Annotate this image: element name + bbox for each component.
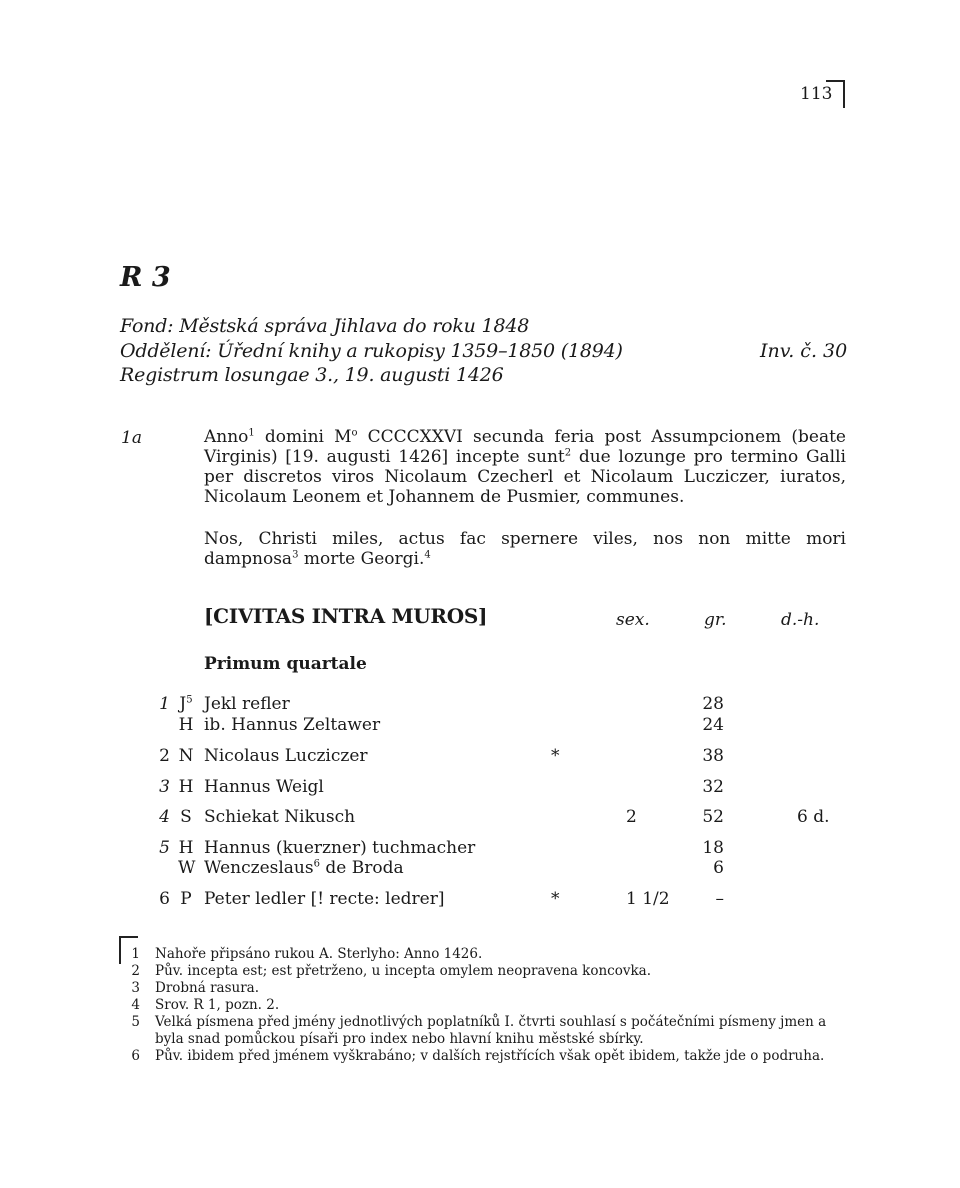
row-number: 5 <box>159 838 170 858</box>
footnote-number: 3 <box>131 980 140 996</box>
footnote-number: 6 <box>131 1048 140 1064</box>
row-initial: H <box>178 715 194 735</box>
fond-line: Fond: Městská správa Jihlava do roku 1848 <box>120 315 530 337</box>
footnote-number: 2 <box>131 963 140 979</box>
taxpayer-name: Peter ledler [! recte: ledrer] <box>204 889 445 909</box>
page-number: 113 <box>800 84 833 104</box>
gr-value: 32 <box>702 777 724 797</box>
row-number: 1 <box>159 694 170 714</box>
gr-value: 24 <box>702 715 724 735</box>
row-number: 4 <box>159 807 170 827</box>
footnote-number: 4 <box>131 997 140 1013</box>
footnote-text: Velká písmena před jmény jednotlivých poplatníků I. čtvrti souhlasí s počátečními písmeny jmen a byla snad pomůckou písaři pro index nebo hlavní knihu městské sbírky. <box>155 1014 827 1047</box>
taxpayer-name: Wenczeslaus$^6$ de Broda <box>204 858 404 878</box>
row-mark: * <box>551 746 560 766</box>
footnote-text: Srov. R 1, pozn. 2. <box>155 997 280 1013</box>
gr-value: 28 <box>702 694 724 714</box>
taxpayer-name: Schiekat Nikusch <box>204 807 356 827</box>
department-line: Oddělení: Úřední knihy a rukopisy 1359–1850 (1894) <box>120 340 623 362</box>
taxpayer-name: Hannus (kuerzner) tuchmacher <box>204 838 476 858</box>
gr-value: – <box>715 889 724 909</box>
record-title: R 3 <box>120 262 171 293</box>
taxpayer-name: ib. Hannus Zeltawer <box>204 715 381 735</box>
footnote-ref: 5 <box>186 694 193 706</box>
taxpayer-name: Nicolaus Lucziczer <box>204 746 368 766</box>
row-mark: * <box>551 889 560 909</box>
row-initial: W <box>178 858 196 878</box>
column-header-dh: d.-h. <box>781 610 820 630</box>
footnote-ref: 1 <box>248 427 255 439</box>
inventory-number: Inv. č. 30 <box>760 340 848 362</box>
footnote-text: Drobná rasura. <box>155 980 259 996</box>
gr-value: 6 <box>713 858 724 878</box>
footnote-ref: 6 <box>313 858 320 870</box>
row-number: 6 <box>159 889 170 909</box>
taxpayer-name: Jekl refler <box>204 694 290 714</box>
footnote-number: 5 <box>131 1014 140 1030</box>
footnote-ref: 4 <box>424 549 431 561</box>
sex-value: 2 <box>626 807 637 827</box>
gr-value: 38 <box>702 746 724 766</box>
intro-paragraph: Anno$^1$ domini $M^o$ CCCCXXVI secunda feria post Assumpcionem (beate Virginis) [19. augusti 1426] incepte sunt$^2$ due lozunge pro termino Galli per discretos viros Nicolaum Czecherl et Nicolaum Lucziczer, iuratos, Nicolaum Leonem et Johannem de Pusmier, communes. <box>204 427 846 507</box>
footnote-text: Pův. ibidem před jménem vyškrabáno; v dalších rejstřících však opět ibidem, takže jde o podruha. <box>155 1048 825 1064</box>
footnote-text: Pův. incepta est; est přetrženo, u incepta omylem neopravena koncovka. <box>155 963 651 979</box>
row-initial: H <box>178 777 194 797</box>
footnote-ref: 3 <box>292 549 299 561</box>
column-header-gr: gr. <box>704 610 727 630</box>
folio-marker: 1a <box>121 428 142 448</box>
row-initial: P <box>180 889 192 909</box>
section-heading: [CIVITAS INTRA MUROS] <box>204 604 488 628</box>
sex-value: 1 1/2 <box>626 889 670 909</box>
row-initial: S <box>180 807 192 827</box>
dh-value: 6 d. <box>797 807 830 827</box>
column-header-sex: sex. <box>616 610 650 630</box>
row-initial: $J^5$ <box>179 694 193 714</box>
gr-value: 52 <box>702 807 724 827</box>
footnote-text: Nahoře připsáno rukou A. Sterlyho: Anno 1426. <box>155 946 483 962</box>
footnote-number: 1 <box>131 946 140 962</box>
gr-value: 18 <box>702 838 724 858</box>
row-initial: H <box>178 838 194 858</box>
footnote-ref: 2 <box>564 447 572 459</box>
taxpayer-name: Hannus Weigl <box>204 777 324 797</box>
verse-paragraph: Nos, Christi miles, actus fac spernere viles, nos non mitte mori dampnosa$^3$ morte Georgi.$^4$ <box>204 529 846 569</box>
registrum-line: Registrum losungae 3., 19. augusti 1426 <box>120 364 504 386</box>
row-initial: N <box>178 746 194 766</box>
row-number: 3 <box>159 777 170 797</box>
row-number: 2 <box>159 746 170 766</box>
subheading: Primum quartale <box>204 654 367 674</box>
